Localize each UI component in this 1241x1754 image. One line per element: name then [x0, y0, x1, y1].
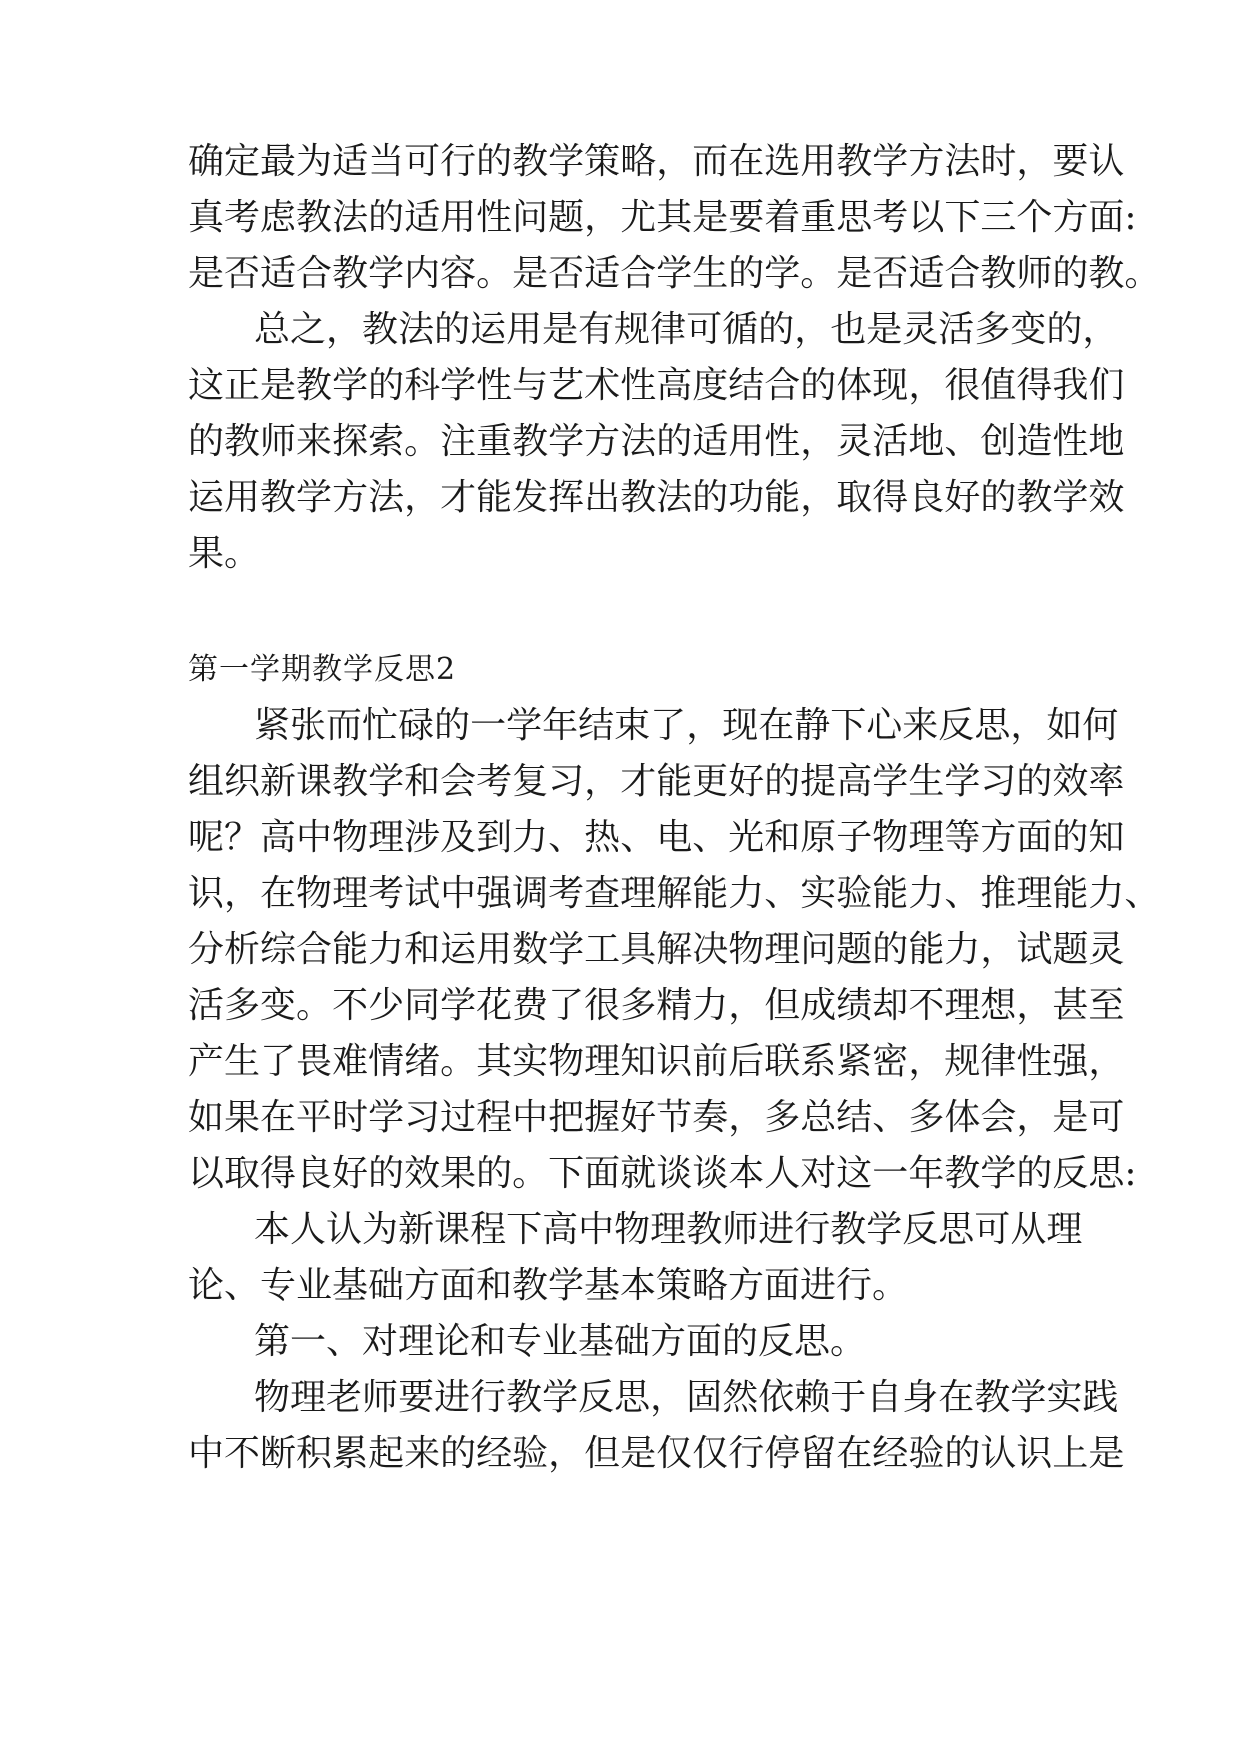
paragraph-last-line: 论、专业基础方面和教学基本策略方面进行。 [188, 1265, 909, 1306]
text-line: 产 生 了 畏 难 情 绪 。 其 实 物 理 知 识 前 后 联 系 紧 密 ， 规 律 性 强 ， [188, 1041, 1125, 1082]
paragraph-last-line: 果。 [188, 533, 261, 574]
paragraph-first-line: 紧 张 而 忙 碌 的 一 学 年 结 束 了 ， 现 在 静 下 心 来 反 思 ， 如 何 [254, 705, 1119, 746]
paragraph-first-line: 物 理 老 师 要 进 行 教 学 反 思 ， 固 然 依 赖 于 自 身 在 教 学 实 践 [254, 1377, 1119, 1418]
text-line: 分 析 综 合 能 力 和 运 用 数 学 工 具 解 决 物 理 问 题 的 能 力 ， 试 题 灵 [188, 929, 1125, 970]
text-line: 真 考 虑 教 法 的 适 用 性 问 题 ， 尤 其 是 要 着 重 思 考 以 下 三 个 方 面 : [188, 197, 1137, 238]
text-line: 运 用 教 学 方 法 ， 才 能 发 挥 出 教 法 的 功 能 ， 取 得 良 好 的 教 学 效 [188, 477, 1125, 518]
text-line: 的 教 师 来 探 索 。 注 重 教 学 方 法 的 适 用 性 ， 灵 活 地 、 创 造 性 地 [188, 421, 1125, 462]
text-line: 确 定 最 为 适 当 可 行 的 教 学 策 略 ， 而 在 选 用 教 学 方 法 时 ， 要 认 [188, 141, 1125, 182]
text-line: 如 果 在 平 时 学 习 过 程 中 把 握 好 节 奏 ， 多 总 结 、 多 体 会 ， 是 可 [188, 1097, 1125, 1138]
text-line: 呢 ？ 高 中 物 理 涉 及 到 力 、 热 、 电 、 光 和 原 子 物 理 等 方 面 的 知 [188, 817, 1125, 858]
paragraph-first-line: 本 人 认 为 新 课 程 下 高 中 物 理 教 师 进 行 教 学 反 思 可 从 理 [254, 1209, 1083, 1250]
paragraph-first-line: 总 之 ， 教 法 的 运 用 是 有 规 律 可 循 的 ， 也 是 灵 活 多 变 的 ， [254, 309, 1119, 350]
text-line: 活 多 变 。 不 少 同 学 花 费 了 很 多 精 力 ， 但 成 绩 却 不 理 想 ， 甚 至 [188, 985, 1125, 1026]
text-line: 这 正 是 教 学 的 科 学 性 与 艺 术 性 高 度 结 合 的 体 现 ， 很 值 得 我 们 [188, 365, 1125, 406]
text-line: 以 取 得 良 好 的 效 果 的 。 下 面 就 谈 谈 本 人 对 这 一 年 教 学 的 反 思 : [188, 1153, 1137, 1194]
text-line: 是 否 适 合 教 学 内 容 。 是 否 适 合 学 生 的 学 。 是 否 适 合 教 师 的 教 。 [188, 253, 1161, 294]
section-heading: 第一学期教学反思2 [188, 652, 457, 687]
text-line: 中 不 断 积 累 起 来 的 经 验 ， 但 是 仅 仅 行 停 留 在 经 验 的 认 识 上 是 [188, 1433, 1125, 1474]
text-line: 组 织 新 课 教 学 和 会 考 复 习 ， 才 能 更 好 的 提 高 学 生 学 习 的 效 率 [188, 761, 1125, 802]
text-line: 识 ， 在 物 理 考 试 中 强 调 考 查 理 解 能 力 、 实 验 能 力 、 推 理 能 力 、 [188, 873, 1161, 914]
subsection-heading: 第一、对理论和专业基础方面的反思。 [254, 1321, 867, 1362]
